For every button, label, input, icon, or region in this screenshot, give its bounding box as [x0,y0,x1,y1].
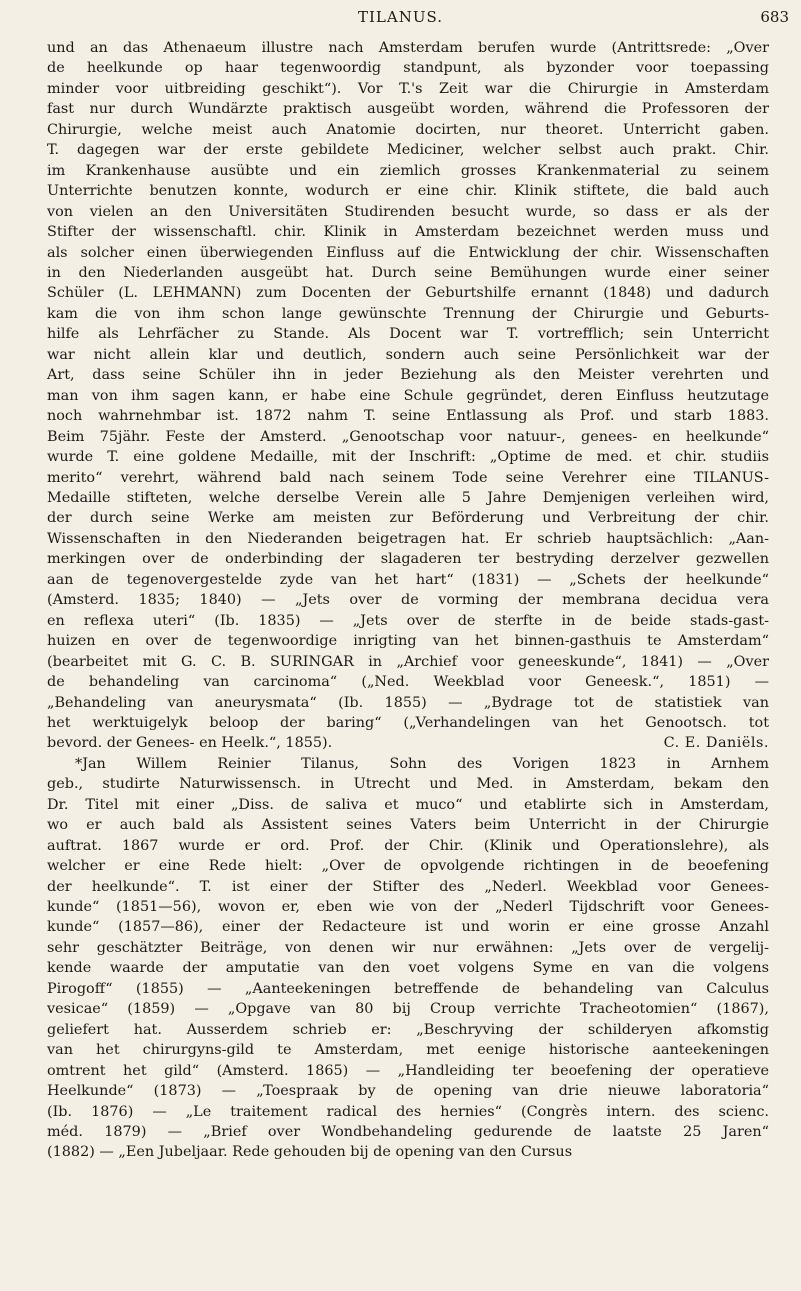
text-line: hilfe als Lehrfächer zu Stande. Als Docent war T. vortrefflich; sein Unterricht [47,326,769,343]
text-line: méd. 1879) — „Brief over Wondbehandeling gedurende de laatste 25 Jaren“ [47,1124,769,1141]
text-line: (1882) — „Een Jubeljaar. Rede gehouden bij de opening van den Cursus [47,1144,573,1161]
running-head [0,6,801,30]
text-line: Chirurgie, welche meist auch Anatomie docirten, nur theoret. Unterricht gaben. [47,121,769,138]
text-line: kunde“ (1857—86), einer der Redacteure ist und worin er eine grosse Anzahl [47,919,769,936]
text-line: man von ihm sagen kann, er habe eine Schule gegründet, deren Einfluss heutzutage [47,387,769,404]
text-line: (Ib. 1876) — „Le traitement radical des hernies“ (Congrès intern. des scienc. [47,1103,769,1120]
text-line: T. dagegen war der erste gebildete Mediciner, welcher selbst auch prakt. Chir. [47,142,769,159]
text-line: (bearbeitet mit G. C. B. SURINGAR in „Archief voor geneeskunde“, 1841) — „Over [47,653,769,670]
article-body [47,38,769,1163]
author-signature: C. E. Daniëls. [663,735,769,752]
text-line: omtrent het gild“ (Amsterd. 1865) — „Handleiding ter beoefening der operatieve [47,1062,769,1079]
text-line: welcher er eine Rede hielt: „Over de opvolgende richtingen in de beoefening [47,858,769,875]
text-line: kunde“ (1851—56), wovon er, eben wie von der „Nederl Tijdschrift voor Genees- [47,899,769,916]
text-line: vesicae“ (1859) — „Opgave van 80 bij Croup verrichte Tracheotomien“ (1867), [47,1001,769,1018]
text-line: Schüler (L. LEHMANN) zum Docenten der Geburtshilfe ernannt (1848) und dadurch [47,285,769,302]
page-number: 683 [760,8,789,26]
text-line: Heelkunde“ (1873) — „Toespraak by de opening van drie nieuwe laboratoria“ [47,1083,769,1100]
text-line: Medaille stifteten, welche derselbe Verein alle 5 Jahre Demjenigen verleihen wird, [47,489,769,506]
text-line: *Jan Willem Reinier Tilanus, Sohn des Vorigen 1823 in Arnhem [75,755,769,772]
running-head-title: TILANUS. [358,8,443,26]
text-line: Stifter der wissenschaftl. chir. Klinik in Amsterdam bezeichnet werden muss und [47,224,769,241]
text-line: aan de tegenovergestelde zyde van het hart“ (1831) — „Schets der heelkunde“ [47,571,769,588]
text-line: war nicht allein klar und deutlich, sondern auch seine Persönlichkeit war der [47,346,769,363]
text-line: der durch seine Werke am meisten zur Beförderung und Verbreitung der chir. [47,510,769,527]
text-line: kam die von ihm schon lange gewünschte Trennung der Chirurgie und Geburts- [47,305,769,322]
text-line: van het chirurgyns-gild te Amsterdam, met eenige historische aanteekeningen [47,1042,769,1059]
text-line: kende waarde der amputatie van den voet volgens Syme en van die volgens [47,960,769,977]
text-line: geb., studirte Naturwissensch. in Utrecht und Med. in Amsterdam, bekam den [47,776,769,793]
text-line: auftrat. 1867 wurde er ord. Prof. der Chir. (Klinik und Operationslehre), als [47,837,769,854]
text-line: geliefert hat. Ausserdem schrieb er: „Beschryving der schilderyen afkomstig [47,1021,769,1038]
text-line: noch wahrnehmbar ist. 1872 nahm T. seine Entlassung als Prof. und starb 1883. [47,408,769,425]
text-line: het werktuigelyk beloop der baring“ („Verhandelingen van het Genootsch. tot [47,714,769,731]
text-line: Wissenschaften in den Niederanden beigetragen hat. Er schrieb hauptsächlich: „Aan- [47,530,769,547]
text-line: en reflexa uteri“ (Ib. 1835) — „Jets over de sterfte in de beide stads-gast- [47,612,769,629]
text-line: sehr geschätzter Beiträge, von denen wir nur erwähnen: „Jets over de vergelij- [47,939,769,956]
text-line: als solcher einen überwiegenden Einfluss auf die Entwicklung der chir. Wissenschaften [47,244,769,261]
text-line: wo er auch bald als Assistent seines Vaters beim Unterricht in der Chirurgie [47,817,769,834]
text-line: minder voor uitbreiding geschikt“). Vor T.'s Zeit war die Chirurgie in Amsterdam [47,80,769,97]
text-line: in den Niederlanden ausgeübt hat. Durch seine Bemühungen wurde einer seiner [47,264,769,281]
text-line: merkingen over de onderbinding der slagaderen ter bestryding derzelver gezwellen [47,551,769,568]
text-line: Unterrichte benutzen konnte, wodurch er eine chir. Klinik stiftete, die bald auch [47,183,769,200]
text-line: der heelkunde“. T. ist einer der Stifter des „Nederl. Weekblad voor Genees- [47,878,769,895]
text-line: und an das Athenaeum illustre nach Amsterdam berufen wurde (Antrittsrede: „Over [47,40,769,56]
text-line: Pirogoff“ (1855) — „Aanteekeningen betreffende de behandeling van Calculus [47,980,769,997]
text-line: Beim 75jähr. Feste der Amsterd. „Genootschap voor natuur-, genees- en heelkunde“ [47,428,769,445]
text-line: (Amsterd. 1835; 1840) — „Jets over de vorming der membrana decidua vera [47,592,769,609]
text-line: Dr. Titel mit einer „Diss. de saliva et muco“ und etablirte sich in Amsterdam, [47,796,769,813]
text-line: bevord. der Genees- en Heelk.“, 1855). C. E. Daniëls. [47,733,769,753]
text-line: wurde T. eine goldene Medaille, mit der Inschrift: „Optime de med. et chir. studiis [47,449,769,466]
text-line: de behandeling van carcinoma“ („Ned. Weekblad voor Geneesk.“, 1851) — [47,674,769,691]
text-line: fast nur durch Wundärzte praktisch ausgeübt worden, während die Professoren der [47,101,769,118]
text-line: im Krankenhause ausübte und ein ziemlich grosses Krankenmaterial zu seinem [47,162,769,179]
text-line: merito“ verehrt, während bald nach seinem Tode seine Verehrer eine TILANUS- [47,469,769,486]
text-line: von vielen an den Universitäten Studirenden besucht wurde, so dass er als der [47,203,769,220]
text-line: huizen en over de tegenwoordige inrigting van het binnen-gasthuis te Amsterdam“ [47,633,769,650]
text-line: de heelkunde op haar tegenwoordig standpunt, als byzonder voor toepassing [47,60,769,77]
text-line: „Behandeling van aneurysmata“ (Ib. 1855) — „Bydrage tot de statistiek van [47,694,769,711]
text-line: Art, dass seine Schüler ihn in jeder Beziehung als den Meister verehrten und [47,367,769,384]
